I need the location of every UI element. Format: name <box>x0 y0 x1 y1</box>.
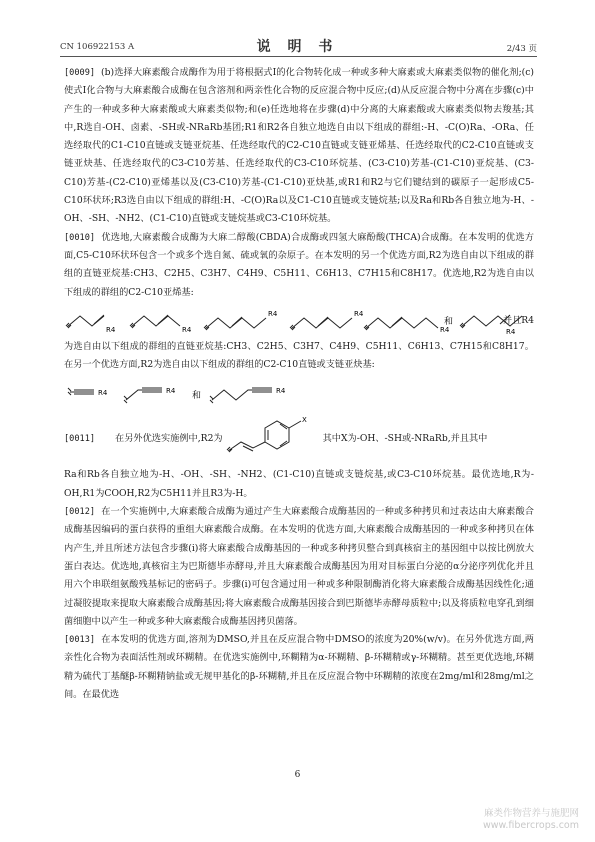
alkenylene-structures <box>64 302 534 338</box>
and-word: 和 <box>444 316 454 327</box>
paragraph-0010-cont <box>64 338 534 375</box>
r4-label: R4 <box>506 327 516 336</box>
paragraph-text: Ra和Rb各自独立地为-H、-OH、-SH、-NH2、(C1-C10)直链或支链烷基,或C3-C10环烷基。最优选地,R为-OH,R1为COOH,R2为C5H11并且R3为-H。 <box>64 469 534 499</box>
watermark <box>483 808 579 832</box>
watermark-line-2: www.fibercrops.com <box>482 820 579 831</box>
paragraph-0011 <box>64 466 534 503</box>
paragraph-text: 优选地,大麻素酸合成酶为大麻二醇酸(CBDA)合成酶或四氢大麻酚酸(THCA)合成酶。在本发明的优选方面,C5-C10环状环包含一个或多个选自氮、硫或氧的杂原子。在本发明的另一个优选方面,R2为选自由以下组成的群组的直链亚烷基:CH3、C2H5、C3H7、C4H9、C5H11、C6H13、C7H15和C8H17。优选地,R2为选自由以下组成的群组的C2-C10亚烯基: <box>64 231 534 298</box>
r4-label: R4 <box>354 309 364 318</box>
paragraph-0011-row <box>64 412 534 466</box>
then-r4-text: 并且R4 <box>502 314 534 326</box>
paragraph-text: (b)选择大麻素酸合成酶作为用于将根据式I的化合物转化成一种或多种大麻素或大麻素类似物的催化剂;(c)使式I化合物与大麻素酸合成酶在包含溶剂和两亲性化合物的反应混合物中反应;(d)从反应混合物中分离在步骤(c)中产生的一种或多种大麻素酸或大麻素类似物;和(e)任选地将在步骤(d)中分离的大麻素酸或大麻素类似物去羧基;其中,R选自-OH、卤素、-SH或-NRaRb基团;R1和R2各自独立地选自由以下组成的群组:-H、-C(O)Ra、-ORa、任选经取代的C1-C10直链或支链亚烷基、任选经取代的C2-C10直链或支链亚烯基、任选经取代的C2-C10直链或支链亚炔基、任选经取代的C3-C10芳基、任选经取代的C3-C10环烷基、(C3-C10)芳基-(C1-C10)亚烷基、(C3-C10)芳基-(C2-C10)亚烯基以及(C3-C10)芳基-(C1-C10)亚炔基,或R1和R2与它们键结到的碳原子一起形成C5-C10环状环;R3选自由以下组成的群组:H、-C(O)Ra以及C1-C10直链或支链烷基;以及Ra和Rb各自独立地为-H、-OH、-SH、-NH2、(C1-C10)直链或支链烷基或C3-C10环烷基。 <box>64 67 534 225</box>
paragraph-0013 <box>64 631 534 704</box>
header-rule <box>60 56 537 57</box>
and-word: 和 <box>192 391 202 402</box>
paragraph-text: 在一个实施例中,大麻素酸合成酶为通过产生大麻素酸合成酶基因的一种或多种拷贝和过表达由大麻素酸合成酶基因编码的蛋白获得的重组大麻素酸合成酶。在本发明的优选方面,大麻素酸合成酶基因的一种或多种拷贝在体内产生,并且所述方法包含步骤(i)将大麻素酸合成酶基因的一种或多种拷贝整合到真核宿主的基因组中以按比例放大蛋白表达。优选地,真核宿主为巴斯德毕赤酵母,并且大麻素酸合成酶基因为用对目标蛋白分泌的α分泌序列优化并且用六个串联组氨酸残基标记的密码子。步骤(i)可包含通过用一种或多种限制酶消化将大麻素酸合成酶基因线性化;通过凝胶提取来提取大麻素酸合成酶基因;将大麻素酸合成酶基因接合到巴斯德毕赤酵母质粒中;以及将质粒电穿孔到细菌细胞中以产生一种或多种大麻素酸合成酶基因拷贝菌落。 <box>64 506 534 627</box>
aryl-alkenylene-structure <box>223 412 323 466</box>
r4-label: R4 <box>166 387 176 396</box>
r4-label: R4 <box>268 309 278 318</box>
alkynylene-structures <box>64 374 534 408</box>
paragraph-tail: 其中X为-OH、-SH或-NRaRb,并且其中 <box>322 433 488 445</box>
page-counter: 2/43 页 <box>506 44 537 54</box>
page-number: 6 <box>294 770 301 780</box>
r4-label: R4 <box>106 325 116 334</box>
r4-label: R4 <box>276 387 286 396</box>
r4-label: R4 <box>440 325 450 334</box>
paragraph-text: 在本发明的优选方面,溶剂为DMSO,并且在反应混合物中DMSO的浓度为20%(w/v)。在另外优选方面,两亲性化合物为表面活性剂或环糊精。在优选实施例中,环糊精为α-环糊精、β-环糊精或γ-环糊精。甚至更优选地,环糊精为硫代丁基醚β-环糊精钠盐或无规甲基化的β-环糊精,并且在反应混合物中环糊精的浓度在2mg/ml和28mg/ml之间。在最优选 <box>64 634 534 701</box>
page-title: 说 明 书 <box>256 39 339 55</box>
paragraph-id: [0010] <box>64 232 96 243</box>
paragraph-0012 <box>64 503 534 631</box>
watermark-line-1: 麻类作物营养与施肥网 <box>483 808 579 819</box>
x-label: X <box>301 416 307 425</box>
paragraph-0009 <box>64 64 534 229</box>
document-body <box>64 64 534 704</box>
paragraph-0010 <box>64 229 534 302</box>
paragraph-lead: 在另外优选实施例中,R2为 <box>115 433 223 445</box>
paragraph-id: [0009] <box>64 68 96 78</box>
paragraph-id: [0011] <box>64 434 96 445</box>
paragraph-id: [0012] <box>64 507 96 518</box>
r4-label: R4 <box>182 325 192 334</box>
paragraph-id: [0013] <box>64 635 96 646</box>
paragraph-text: 为选自由以下组成的群组的直链亚烷基:CH3、C2H5、C3H7、C4H9、C5H11、C6H13、C7H15和C8H17。在另一个优选方面,R2为选自由以下组成的群组的C2-C10直链或支链亚炔基: <box>64 340 534 371</box>
r4-label: R4 <box>98 389 108 398</box>
alkynylene-structure-svg <box>64 374 324 408</box>
alkenylene-structure-svg <box>64 302 534 338</box>
patent-number: CN 106922153 A <box>60 42 135 52</box>
